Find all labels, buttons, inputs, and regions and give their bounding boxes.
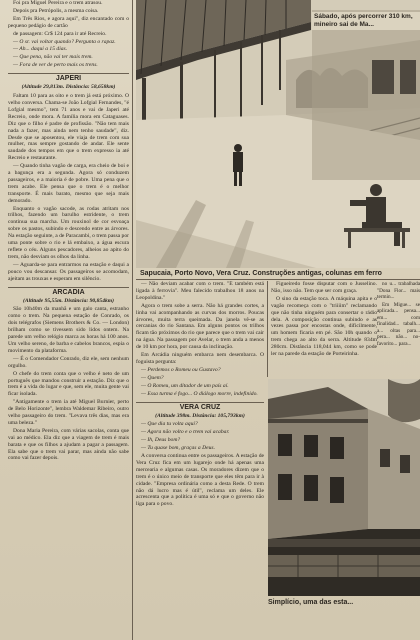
section-meta-vera-cruz: (Altitude 398m. Distância: 105,793km)	[155, 412, 245, 419]
japeri-paragraph-3: Enquanto o vagão sacode, as rodas atritam nos trilhos, fazendo um barulho estridente, o trem continua sua marcha. Um rouxinol de cor esvoaça sobre os pastos, subindo e descendo entre as árvores. Na estação seguinte, a de Paracambi, o trem passa por uma ponte sobre o rio e lá embaixo, a água escura reflete o céu. Alguns pescadores, alheios ao apito do trem, não desviam os olhos da linha.	[8, 205, 129, 260]
far-right-paragraph-1: no u... trabalhada "Dona Flor... mais termin...	[377, 281, 420, 300]
vera-cruz-line-1: — Que dia tu volta aqui?	[141, 421, 198, 428]
caption-rule	[136, 279, 420, 280]
intro-line-2: Depois pra Petrópolis, a mesma coisa.	[13, 7, 99, 14]
column-divider	[132, 0, 133, 640]
intro-line-1: Foi pra Miguel Pereira e o trem atrasou.	[13, 0, 103, 6]
arcadia-paragraph-1: São 10h40m da manhã e um galo canta, estranho como o trem. Na pequena estação de Conrado, os dois telégrafos (Siemens Brothers & Co. — London) brilham como se tivessem sido lidos ontem. Na parede um velho relógio marca as horas há 100 anos. Um velho sereno, de barba e cabelos brancos, espia o movimento da plataforma.	[8, 306, 129, 354]
intro-dialogue-2: — Ah... daqui a 15 dias.	[13, 46, 68, 53]
middle-dialogue-4: — Essa turma é fogo... O diálogo morre, indefinido.	[141, 390, 258, 397]
column-far-right	[377, 281, 420, 381]
vera-cruz-paragraph: A conversa continua entre os passageiros. A estação de Vera Cruz fica em um lugarejo onde há apenas uma mercearia e algumas casas. Os moradores dizem que o trem é o único meio de transporte que eles têm para ir à cidade. "Empresa ordinária como a desta Rede. O trem não dá lucro mas é útil", reclama um deles. Ele acrescenta que a política é uma só e que o governo não liga para o povo.	[136, 453, 264, 508]
vera-cruz-line-2: — Agora não volto e o trem vai acabar.	[141, 429, 230, 436]
middle-paragraph-1: — Não deviam acabar com o trem. "É também está ligada à ferrovia". Meu falecido trabalhou 18 anos na Leopoldina."	[136, 281, 264, 301]
intro-dialogue-4: — Fora de ver de perto mais os trens.	[13, 62, 98, 69]
photo-caption-main: Sapucaia, Porto Novo, Vera Cruz. Construções antigas, colunas em ferro	[140, 270, 382, 277]
right-paragraph-2: O sino da estação toca. A máquina apita e o vagão recomeça com o "triiiim" reclamando que não tinha ninguém para consertar o rádio dela. A composição continua subindo e as vezes passa por encostas onde, dificilmente, um homem ficaria em pé. São 10h quando o trem chega ao alto da serra. Altitude 834m 280cm. Distância 118,044 km, como se pode ler na parede da estação de Porteirinha.	[271, 295, 377, 358]
middle-dialogue-1: — Perdemos o Romeu ou Gustavo?	[141, 366, 221, 373]
middle-dialogue-2: — Quem?	[141, 374, 164, 381]
section-title-vera-cruz: VERA CRUZ	[136, 402, 264, 412]
arcadia-paragraph-3: O chefe do trem conta que o velho é neto de um português que mandou construir a estação. Diz que o trem é a vida do lugar e que, sem ele, muita gente vai ficar isolada.	[8, 370, 129, 398]
section-meta-japeri: (Altitude 29,813m. Distância: 58,658km)	[21, 84, 116, 91]
japeri-paragraph-4: — Aguarda-se para entrarmos na estação e daqui a pouco vou descansar. Os passageiros se acomodam, ajeitam as trouxas e esperam em silêncio.	[8, 261, 129, 282]
japeri-paragraph-2: — Quando tinha vagão de carga, era cheio de boi e a bagunça era a segunda. Agora só conduzem passageiros, e a maioria é de pobre. Uma pena que o trem acabe. Ele pensa que o trem é o melhor transporte. É mais barato, mesmo que seja mais demorado.	[8, 163, 129, 204]
arcadia-paragraph-4: "Antigamente o trem ia até Miguel Burnier, perto de Belo Horizonte", lembra Waldemar Ribeiro, outro velho passageiro do trem. "Levava três dias, mas era uma beleza."	[8, 399, 129, 426]
section-meta-arcadia: (Altitude 95,55m. Distância: 90,854km)	[22, 297, 115, 304]
right-paragraph-1: Figueiredo fosse disputar com o Jusselino. Não, isso não. Tem que ser com graça.	[271, 281, 377, 294]
section-title-japeri: JAPERI	[8, 73, 129, 83]
intro-line-4: de passagem: Cr$ 124 para ir até Recreio.	[13, 30, 107, 37]
vera-cruz-line-3: — Ih, Deus bom?	[141, 437, 181, 444]
station-platform-photo	[136, 0, 420, 268]
japeri-paragraph-1: Faltam 10 para as oito e o trem já está próximo. O velho conversa. Chama-se João Lofgial Fernandes, "é Lofgial mesmo", tem 71 anos e vai de Japeri até Recreio, onde mora. A família mora em Cataguases. Diz que o filho é padre de profissão. "Não tem mais nada a fazer, mas ainda nem tenho saudade", diz. Desde que se aposentou, ele viaja de trem com sua mulher, mas sempre gostando de andar. Ele sente saudade dos tempos em que o trem expresso ia até Recreio e restaurante.	[8, 93, 129, 162]
middle-paragraph-3: Em Arcádia ninguém embarca nem desembarca. O foguista pergunta:	[136, 352, 264, 365]
station-platform-image	[136, 0, 420, 268]
photo-inset-caption: Sábado, após percorrer 310 km, mineiro sai de Ma...	[312, 12, 420, 30]
arcadia-paragraph-5: Dona Maria Pereira, com várias sacolas, conta que vai ao médico. Ela diz que a viagem de trem é mais barata e que os filhos a ajudam a pagar a passagem. Ela sabe que o trem vai parar, mas ainda não sabe como vai fazer depois.	[8, 427, 129, 462]
intro-dialogue-1: — O sr. vai voltar quando? Pergunta o rapaz.	[13, 38, 116, 45]
far-right-paragraph-2: Em Migue... se aplicada... pensa... em... com finalidad... tabalh... a... oltas para... pera... não... no-favorito... para...	[377, 301, 420, 347]
middle-paragraph-2: Agora o trem sobe a serra. Não há grandes cortes, a linha vai acompanhando as curvas dos morros. Poucas árvores, muita terra queimada. Da janela vê-se as cercanias do rio Santana. Em alguns pontos os trilhos ficam tão próximos do rio que parece que o trem vai cair na água. Na passagem por Avelar, o trem anda a menos de 10 km por hora, por causa da inclinação.	[136, 302, 264, 351]
column-right	[271, 281, 377, 376]
photo-caption-secondary: Simplício, uma das esta...	[268, 599, 354, 606]
column-left	[8, 0, 129, 640]
column-middle	[136, 281, 264, 637]
station-building-image	[268, 379, 420, 596]
station-building-photo	[268, 379, 420, 596]
column-divider-2	[267, 281, 268, 377]
section-title-arcadia: ARCADIA	[8, 287, 129, 297]
vera-cruz-line-4: — Tu quase bom, graças a Deus.	[141, 445, 215, 452]
middle-dialogue-3: — O Romeu, um ditador de um país aí.	[141, 382, 229, 389]
intro-line-3: Em Três Rios, e agora aqui", diz encantado com o pequeno pedágio de cartão	[8, 15, 129, 29]
intro-dialogue-3: — Que pena, não vai ter mais trem.	[13, 54, 93, 61]
arcadia-paragraph-2: — É o Comendador Conrado, diz ele, sem nenhum orgulho.	[8, 355, 129, 369]
